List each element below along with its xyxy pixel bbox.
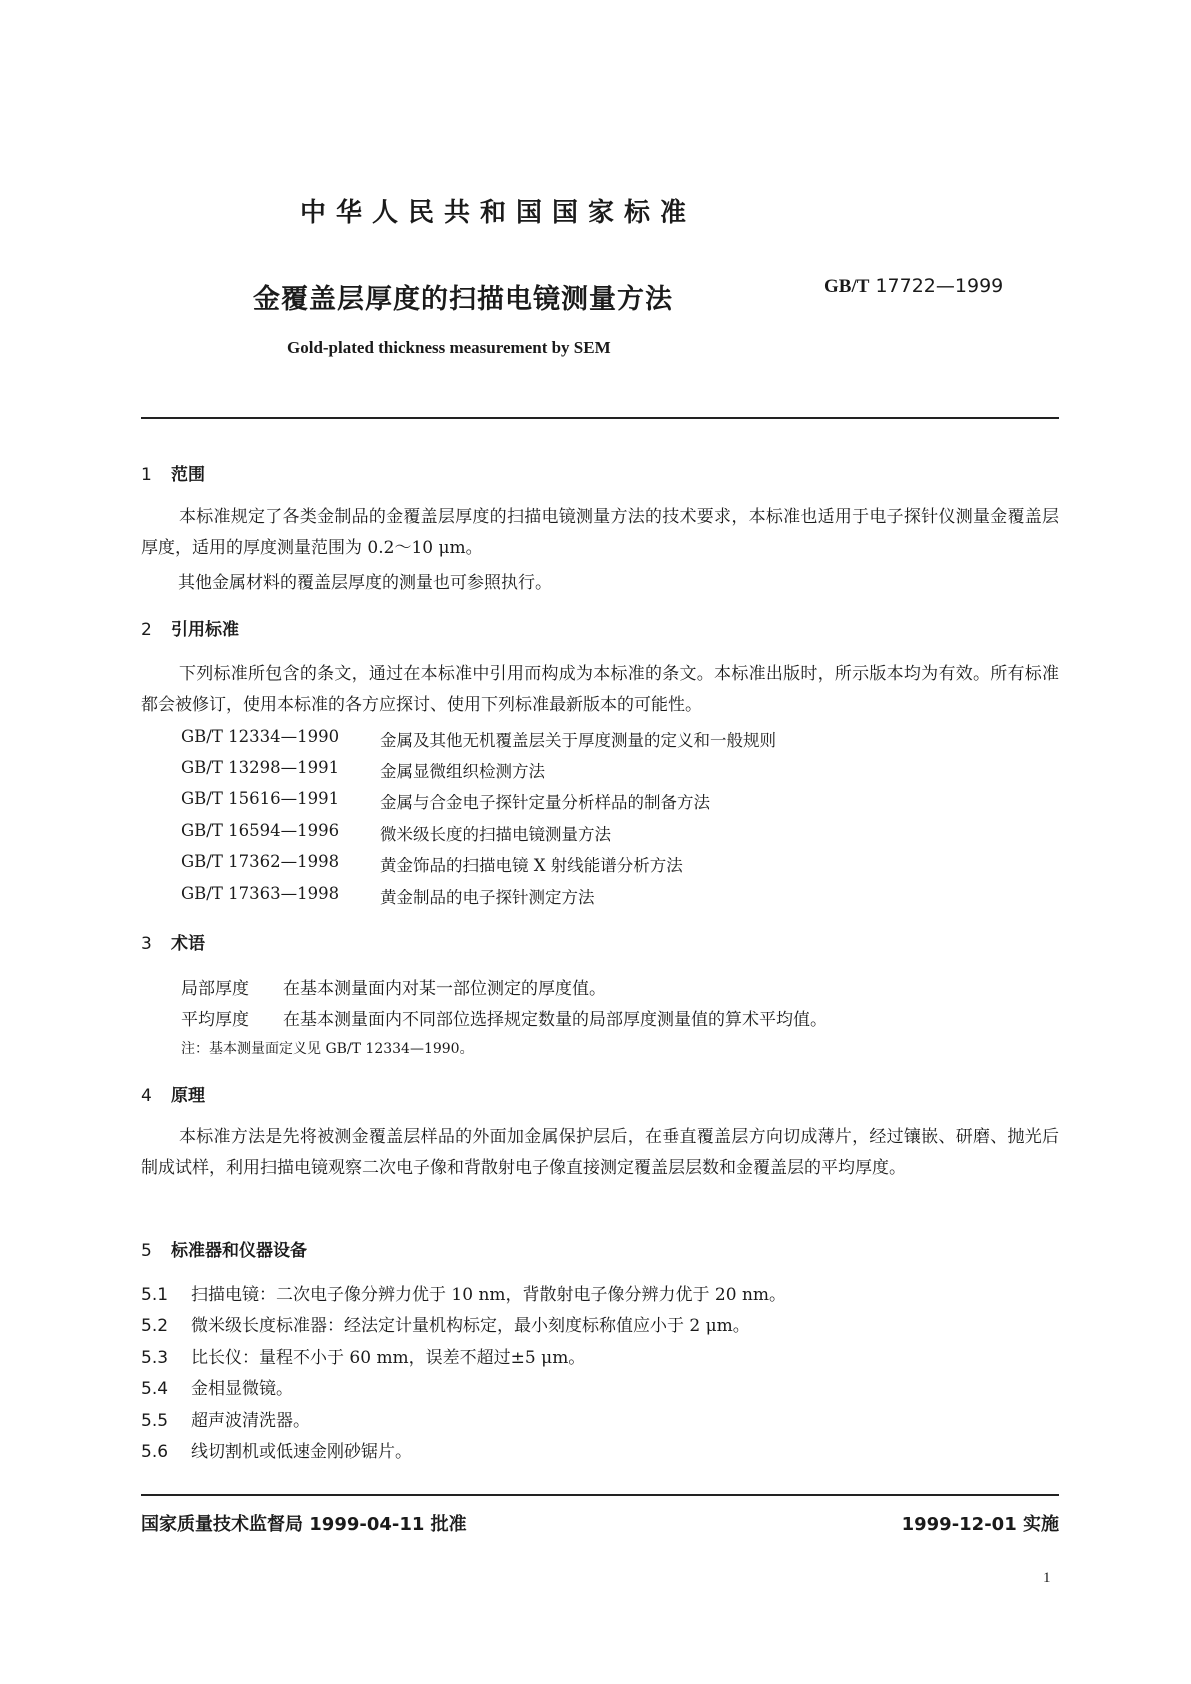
section-title: 原理	[171, 1086, 205, 1106]
equipment-item	[141, 1374, 293, 1399]
approval-info: 国家质量技术监督局 1999-04-11 批准	[141, 1514, 467, 1535]
section-1-paragraph-1: 本标准规定了各类金制品的金覆盖层厚度的扫描电镜测量方法的技术要求，本标准也适用于电子探针仪测量金覆盖层厚度，适用的厚度测量范围为 0.2～10 μm。	[141, 507, 1059, 558]
section-title: 引用标准	[171, 620, 239, 640]
term-name: 平均厚度	[181, 1010, 249, 1030]
term-text: 在基本测量面内不同部位选择规定数量的局部厚度测量值的算术平均值。	[283, 1010, 827, 1030]
section-1-paragraph-2: 其他金属材料的覆盖层厚度的测量也可参照执行。	[178, 573, 552, 593]
section-title: 术语	[171, 934, 205, 954]
section-title: 标准器和仪器设备	[171, 1241, 307, 1261]
item-text: 扫描电镜：二次电子像分辨力优于 10 nm，背散射电子像分辨力优于 20 nm。	[191, 1285, 787, 1305]
english-title: Gold-plated thickness measurement by SEM	[287, 338, 611, 357]
document-number-prefix: GB/T	[824, 276, 870, 297]
section-2-heading	[141, 615, 239, 640]
page-number: 1	[1043, 1570, 1051, 1586]
section-number: 5	[141, 1241, 152, 1261]
equipment-item	[141, 1343, 585, 1368]
document-number	[824, 275, 1003, 298]
equipment-item	[141, 1437, 412, 1462]
item-number: 5.6	[141, 1442, 169, 1462]
note: 注：基本测量面定义见 GB/T 12334—1990。	[181, 1041, 474, 1057]
item-text: 微米级长度标准器：经法定计量机构标定，最小刻度标称值应小于 2 μm。	[191, 1316, 750, 1336]
item-text: 金相显微镜。	[191, 1379, 293, 1399]
equipment-item	[141, 1311, 750, 1336]
term-definition	[181, 974, 606, 999]
reference-code: GB/T 17363—1998	[181, 884, 340, 903]
document-number-value: 17722—1999	[875, 275, 1004, 297]
section-3-heading	[141, 929, 205, 954]
section-number: 2	[141, 620, 152, 640]
section-number: 4	[141, 1086, 152, 1106]
section-4-paragraph: 本标准方法是先将被测金覆盖层样品的外面加金属保护层后，在垂直覆盖层方向切成薄片，经过镶嵌、研磨、抛光后制成试样，利用扫描电镜观察二次电子像和背散射电子像直接测定覆盖层层数和金覆盖层的平均厚度。	[141, 1127, 1059, 1178]
reference-code: GB/T 13298—1991	[181, 758, 340, 777]
item-number: 5.4	[141, 1379, 169, 1399]
reference-code: GB/T 17362—1998	[181, 852, 340, 871]
equipment-item	[141, 1280, 786, 1305]
reference-title: 金属与合金电子探针定量分析样品的制备方法	[380, 793, 710, 812]
footer-divider	[141, 1494, 1059, 1496]
reference-code: GB/T 16594—1996	[181, 821, 340, 840]
reference-title: 微米级长度的扫描电镜测量方法	[380, 825, 611, 844]
equipment-item	[141, 1406, 310, 1431]
reference-code: GB/T 12334—1990	[181, 727, 340, 746]
section-title: 范围	[171, 465, 205, 485]
term-name: 局部厚度	[181, 979, 249, 999]
implementation-date: 1999-12-01 实施	[901, 1514, 1059, 1535]
standard-header: 中华人民共和国国家标准	[300, 198, 697, 228]
reference-title: 金属显微组织检测方法	[380, 762, 545, 781]
document-title: 金覆盖层厚度的扫描电镜测量方法	[253, 284, 673, 315]
item-number: 5.3	[141, 1348, 169, 1368]
item-text: 超声波清洗器。	[191, 1411, 310, 1431]
item-number: 5.2	[141, 1316, 169, 1336]
reference-title: 黄金饰品的扫描电镜 X 射线能谱分析方法	[380, 856, 683, 875]
header-divider	[141, 417, 1059, 419]
section-2-paragraph: 下列标准所包含的条文，通过在本标准中引用而构成为本标准的条文。本标准出版时，所示版本均为有效。所有标准都会被修订，使用本标准的各方应探讨、使用下列标准最新版本的可能性。	[141, 664, 1059, 715]
reference-title: 黄金制品的电子探针测定方法	[380, 888, 595, 907]
item-text: 线切割机或低速金刚砂锯片。	[191, 1442, 412, 1462]
section-5-heading	[141, 1236, 307, 1261]
reference-code: GB/T 15616—1991	[181, 789, 340, 808]
item-number: 5.5	[141, 1411, 169, 1431]
section-number: 3	[141, 934, 152, 954]
section-number: 1	[141, 465, 152, 485]
section-1-heading	[141, 460, 205, 485]
term-definition	[181, 1005, 827, 1030]
reference-title: 金属及其他无机覆盖层关于厚度测量的定义和一般规则	[380, 731, 776, 750]
item-text: 比长仪：量程不小于 60 mm，误差不超过±5 μm。	[191, 1348, 586, 1368]
term-text: 在基本测量面内对某一部位测定的厚度值。	[283, 979, 606, 999]
item-number: 5.1	[141, 1285, 169, 1305]
section-4-heading	[141, 1081, 205, 1106]
